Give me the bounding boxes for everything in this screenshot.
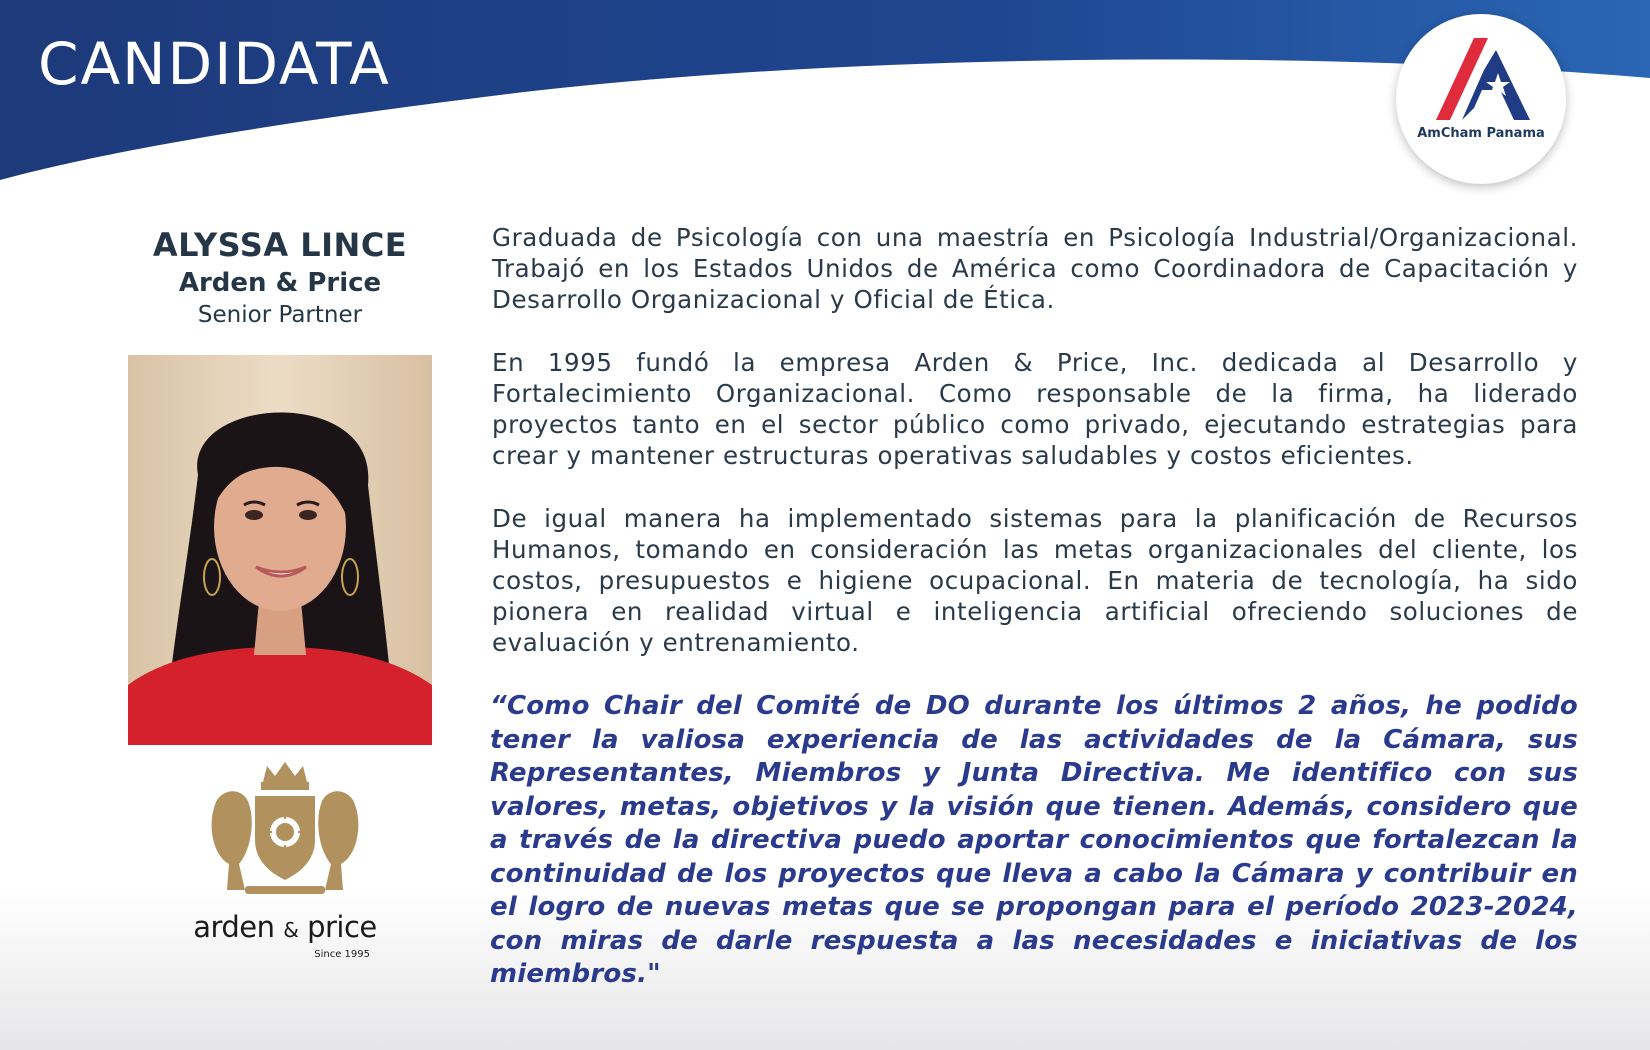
since-label: Since 1995 (314, 949, 370, 960)
arden-price-logo (180, 760, 390, 960)
wordmark-amp: & (283, 918, 299, 942)
bio-section (492, 222, 1578, 690)
candidate-company: Arden & Price (178, 268, 382, 298)
amcham-logo-text: AmCham Panama (1417, 126, 1545, 141)
candidate-name: ALYSSA LINCE (152, 226, 408, 264)
candidate-info (120, 220, 440, 328)
amcham-triangle-star-icon (1430, 28, 1532, 128)
wordmark-arden: arden (193, 910, 275, 944)
bio-paragraph-1: Graduada de Psicología con una maestría en Psicología Industrial/Organizacional. Trabajó en los Estados Unidos de América como Coordinadora de Capacitación y Desarrollo Organizacional y Oficial de Ética. (492, 223, 1578, 314)
candidate-quote: “Como Chair del Comité de DO durante los últimos 2 años, he podido tener la valiosa experiencia de las actividades de la Cámara, sus Representantes, Miembros y Junta Directiva. Me identifico con sus valores, metas, objetivos y la visión que tienen. Además, considero que a través de la directiva puedo aportar conocimientos que fortalezcan la continuidad de los proyectos que lleva a cabo la Cámara y contribuir en el logro de nuevas metas que se propongan para el período 2023-2024, con miras de darle respuesta a las necesidades e iniciativas de los miembros." (490, 691, 1578, 989)
arden-price-wordmark (180, 910, 390, 944)
amcham-logo (1396, 14, 1566, 184)
wordmark-price: price (307, 910, 377, 944)
bio-paragraph-2: En 1995 fundó la empresa Arden & Price, Inc. dedicada al Desarrollo y Fortalecimiento Organizacional. Como responsable de la firma, ha liderado proyectos tanto en el sector público como privado, ejecutando estrategias para crear y mantener estructuras operativas saludables y costos eficientes. (492, 348, 1578, 470)
candidate-role: Senior Partner (197, 302, 363, 328)
candidate-photo (128, 355, 432, 745)
lion-crest-icon (205, 760, 365, 905)
page-heading: CANDIDATA (38, 30, 391, 98)
bio-paragraph-3: De igual manera ha implementado sistemas para la planificación de Recursos Humanos, tomando en consideración las metas organizacionales del cliente, los costos, presupuestos e higiene ocupacional. En materia de tecnología, ha sido pionera en realidad virtual e inteligencia artificial ofreciendo soluciones de evaluación y entrenamiento. (492, 504, 1578, 657)
